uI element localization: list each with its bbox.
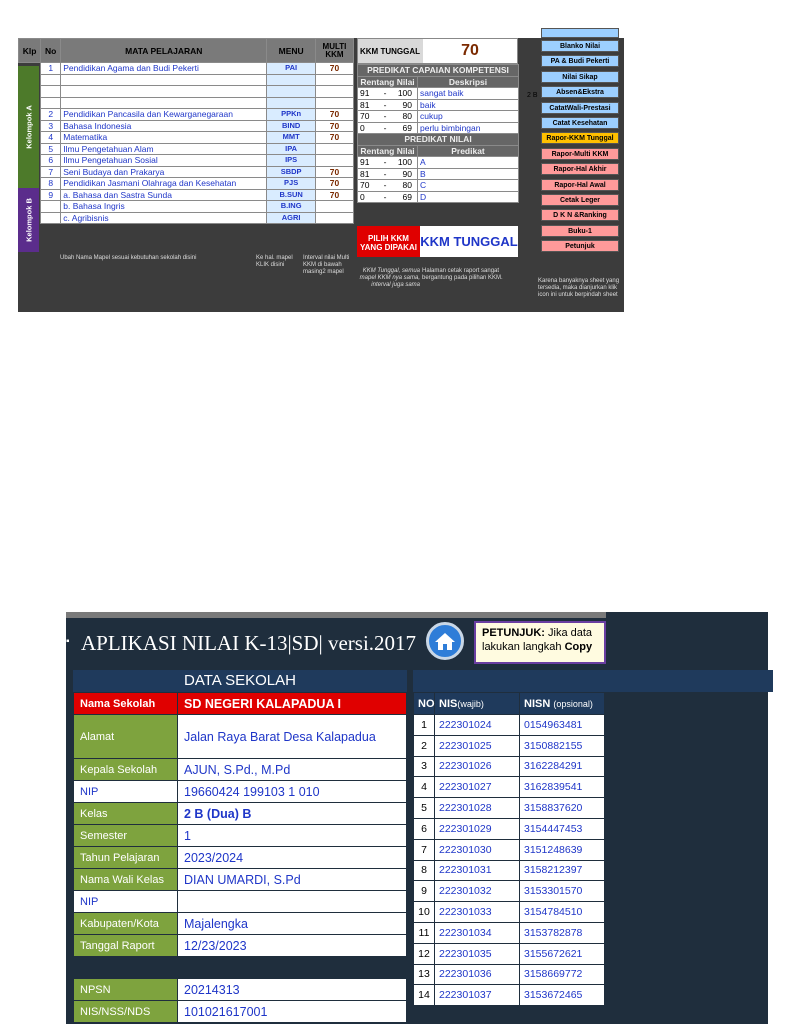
school-row xyxy=(74,935,407,957)
sheet-nav-button[interactable]: Petunjuk xyxy=(541,240,619,252)
subject-kkm[interactable] xyxy=(315,201,353,213)
subject-row xyxy=(19,201,354,213)
sheet-nav-button[interactable]: D K N &Ranking xyxy=(541,209,619,221)
school-label: Tanggal Raport xyxy=(74,935,178,957)
subject-name[interactable]: Bahasa Indonesia xyxy=(61,120,267,132)
student-nisn[interactable]: 3153672465 xyxy=(520,985,605,1006)
school-value[interactable]: 19660424 199103 1 010 xyxy=(178,781,407,803)
range-dash: - xyxy=(383,191,387,202)
range-label[interactable]: B xyxy=(418,168,519,180)
subject-name[interactable]: Pendidikan Pancasila dan Kewarganegaraan xyxy=(61,109,267,121)
school-value[interactable]: Jalan Raya Barat Desa Kalapadua xyxy=(178,715,407,759)
subject-kkm[interactable] xyxy=(315,155,353,167)
student-no: 1 xyxy=(414,715,435,736)
school-value[interactable]: 1 xyxy=(178,825,407,847)
kkm-tunggal-box xyxy=(357,38,518,64)
student-no: 10 xyxy=(414,902,435,923)
school-label: Nama Sekolah xyxy=(74,693,178,715)
student-nis[interactable]: 222301030 xyxy=(435,839,520,860)
student-nis[interactable]: 222301027 xyxy=(435,777,520,798)
student-row xyxy=(414,943,605,964)
subject-kkm[interactable]: 70 xyxy=(315,109,353,121)
student-nisn[interactable]: 3162284291 xyxy=(520,756,605,777)
range-cell xyxy=(358,168,418,180)
subject-table xyxy=(18,38,354,224)
subject-menu-link[interactable]: PPKn xyxy=(267,109,316,121)
subject-no xyxy=(41,74,61,86)
student-nis[interactable]: 222301028 xyxy=(435,798,520,819)
subject-name[interactable] xyxy=(61,86,267,98)
kkm-sheet xyxy=(18,38,624,312)
student-nisn[interactable]: 3158669772 xyxy=(520,964,605,985)
school-label: Kelas xyxy=(74,803,178,825)
sheet-nav-button[interactable]: Rapor-KKM Tunggal xyxy=(541,132,619,144)
subject-row xyxy=(19,155,354,167)
subject-no: 2 xyxy=(41,109,61,121)
note-mapel: Ubah Nama Mapel sesuai kebutuhan sekolah disini xyxy=(60,255,197,261)
range-min: 70 xyxy=(360,180,370,191)
subject-row xyxy=(19,178,354,190)
note-kkm-b: Halaman cetak raport sangat bergantung pada pilihan KKM. xyxy=(422,268,503,281)
subject-no: 7 xyxy=(41,166,61,178)
range-row xyxy=(358,111,519,123)
gap-cell xyxy=(74,957,407,979)
kkm-tunggal-value[interactable]: 70 xyxy=(423,39,517,63)
subject-row xyxy=(19,97,354,109)
student-row xyxy=(414,756,605,777)
school-row xyxy=(74,781,407,803)
range-dash: - xyxy=(383,99,387,110)
pilih-kkm-dropdown[interactable]: KKM TUNGGAL xyxy=(420,226,518,257)
menu-header: MENU xyxy=(267,39,316,63)
subject-name[interactable]: Seni Budaya dan Prakarya xyxy=(61,166,267,178)
school-label: Tahun Pelajaran xyxy=(74,847,178,869)
no-col-header: NO xyxy=(414,693,435,715)
subject-menu-link[interactable]: IPS xyxy=(267,155,316,167)
subject-menu-link[interactable]: IPA xyxy=(267,143,316,155)
school-value[interactable]: 20214313 xyxy=(178,979,407,1001)
multi-kkm-header: MULTI KKM xyxy=(315,39,353,63)
subject-menu-link[interactable]: SBDP xyxy=(267,166,316,178)
range-label[interactable]: perlu bimbingan xyxy=(418,122,519,134)
data-sekolah-sheet xyxy=(0,612,791,1024)
subject-name[interactable] xyxy=(61,74,267,86)
kkm-tunggal-label: KKM TUNGGAL xyxy=(360,47,420,56)
student-table xyxy=(413,692,605,1006)
subject-menu-link[interactable]: AGRI xyxy=(267,212,316,224)
deskripsi-header: Deskripsi xyxy=(418,76,519,88)
mapel-header: MATA PELAJARAN xyxy=(61,39,267,63)
nis-col-header: NIS(wajib) xyxy=(435,693,520,715)
range-label[interactable]: D xyxy=(418,191,519,203)
subject-name[interactable]: b. Bahasa Ingris xyxy=(61,201,267,213)
subject-name[interactable]: Pendidikan Jasmani Olahraga dan Kesehatan xyxy=(61,178,267,190)
student-nisn[interactable]: 3158212397 xyxy=(520,860,605,881)
sheet-nav-button[interactable]: Catat Kesehatan xyxy=(541,117,619,129)
student-row xyxy=(414,777,605,798)
subject-kkm[interactable]: 70 xyxy=(315,120,353,132)
sheet-nav-button[interactable]: Absen&Ekstra xyxy=(541,86,619,98)
kelompok-b-label: Kelompok B xyxy=(18,188,39,252)
subject-menu-link[interactable] xyxy=(267,74,316,86)
school-value[interactable]: 101021617001 xyxy=(178,1001,407,1023)
school-value[interactable]: 12/23/2023 xyxy=(178,935,407,957)
school-row xyxy=(74,847,407,869)
school-row xyxy=(74,1001,407,1023)
student-nisn[interactable]: 3158837620 xyxy=(520,798,605,819)
note-sheet: Karena banyaknya sheet yang tersedia, maka dianjurkan klik icon ini untuk berpindah sheet xyxy=(538,278,620,298)
range-cell xyxy=(358,122,418,134)
range-min: 81 xyxy=(360,99,370,110)
range-max: 100 xyxy=(397,88,412,99)
student-row xyxy=(414,881,605,902)
subject-no xyxy=(41,212,61,224)
subject-row xyxy=(19,74,354,86)
pilih-kkm-label: PILIH KKM YANG DIPAKAI xyxy=(357,226,420,257)
subject-menu-link[interactable] xyxy=(267,97,316,109)
school-row xyxy=(74,891,407,913)
school-row xyxy=(74,869,407,891)
range-label[interactable]: sangat baik xyxy=(418,88,519,100)
range-min: 91 xyxy=(360,88,370,99)
school-table xyxy=(73,692,407,1023)
student-nis[interactable]: 222301032 xyxy=(435,881,520,902)
student-row xyxy=(414,818,605,839)
sheet-nav-button[interactable]: PA & Budi Pekerti xyxy=(541,55,619,67)
school-row xyxy=(74,759,407,781)
range-dash: - xyxy=(383,111,387,122)
subject-no xyxy=(41,201,61,213)
range-cell xyxy=(358,88,418,100)
school-value[interactable] xyxy=(178,891,407,913)
student-no: 14 xyxy=(414,985,435,1006)
range-row xyxy=(358,191,519,203)
student-no: 11 xyxy=(414,922,435,943)
student-no: 9 xyxy=(414,881,435,902)
school-label: Kepala Sekolah xyxy=(74,759,178,781)
top-strip xyxy=(66,612,607,618)
school-label: NIS/NSS/NDS xyxy=(74,1001,178,1023)
school-value[interactable]: SD NEGERI KALAPADUA I xyxy=(178,693,407,715)
subject-no: 4 xyxy=(41,132,61,144)
sheet-nav-button[interactable]: Rapor-Multi KKM xyxy=(541,148,619,160)
student-row xyxy=(414,922,605,943)
range-max: 69 xyxy=(402,191,412,202)
klp-header: Klp xyxy=(19,39,41,63)
sheet-nav-button[interactable]: Rapor-Hal Akhir xyxy=(541,163,619,175)
student-no: 5 xyxy=(414,798,435,819)
range-label[interactable]: baik xyxy=(418,99,519,111)
subject-name[interactable]: a. Bahasa dan Sastra Sunda xyxy=(61,189,267,201)
range-dash: - xyxy=(383,168,387,179)
range-cell xyxy=(358,180,418,192)
student-nis[interactable]: 222301031 xyxy=(435,860,520,881)
student-nisn[interactable]: 3153301570 xyxy=(520,881,605,902)
school-label: Alamat xyxy=(74,715,178,759)
sheet-nav-button[interactable]: CatatWali-Prestasi xyxy=(541,102,619,114)
rentang-header: Rentang Nilai xyxy=(358,76,418,88)
sheet-nav-button[interactable]: Cetak Leger xyxy=(541,194,619,206)
data-sekolah-header: DATA SEKOLAH xyxy=(73,670,407,692)
range-max: 80 xyxy=(402,180,412,191)
subject-no: 5 xyxy=(41,143,61,155)
subject-menu-link[interactable]: MMT xyxy=(267,132,316,144)
student-nisn[interactable]: 0154963481 xyxy=(520,715,605,736)
subject-menu-link[interactable]: B.ING xyxy=(267,201,316,213)
student-nis[interactable]: 222301035 xyxy=(435,943,520,964)
school-label: Kabupaten/Kota xyxy=(74,913,178,935)
subject-kkm[interactable]: 70 xyxy=(315,178,353,190)
subject-row xyxy=(19,120,354,132)
student-nisn[interactable]: 3150882155 xyxy=(520,735,605,756)
student-nis[interactable]: 222301026 xyxy=(435,756,520,777)
student-no: 7 xyxy=(414,839,435,860)
subject-name[interactable]: c. Agribisnis xyxy=(61,212,267,224)
subject-name[interactable]: Ilmu Pengetahuan Sosial xyxy=(61,155,267,167)
student-row xyxy=(414,839,605,860)
note-menu: Ke hal. mapel KLIK disini xyxy=(256,255,293,268)
range-label[interactable]: C xyxy=(418,180,519,192)
student-nis[interactable]: 222301036 xyxy=(435,964,520,985)
subject-name[interactable]: Ilmu Pengetahuan Alam xyxy=(61,143,267,155)
subject-no xyxy=(41,97,61,109)
student-nisn[interactable]: 3154447453 xyxy=(520,818,605,839)
range-cell xyxy=(358,191,418,203)
school-row xyxy=(74,913,407,935)
range-max: 90 xyxy=(402,99,412,110)
subject-row xyxy=(19,166,354,178)
note-multi: Interval nilai Multi KKM di bawah masing2 mapel xyxy=(303,255,350,275)
range-min: 0 xyxy=(360,191,365,202)
subject-name[interactable] xyxy=(61,97,267,109)
subject-kkm[interactable] xyxy=(315,212,353,224)
student-nis[interactable]: 222301037 xyxy=(435,985,520,1006)
school-gap xyxy=(74,957,407,979)
student-nisn[interactable]: 3155672621 xyxy=(520,943,605,964)
sheet-nav-button[interactable]: Rapor-Hal Awal xyxy=(541,179,619,191)
no-header: No xyxy=(41,39,61,63)
range-row xyxy=(358,88,519,100)
subject-kkm[interactable]: 70 xyxy=(315,132,353,144)
student-nisn[interactable]: 3154784510 xyxy=(520,902,605,923)
school-value[interactable]: DIAN UMARDI, S.Pd xyxy=(178,869,407,891)
student-no: 3 xyxy=(414,756,435,777)
student-row xyxy=(414,860,605,881)
subject-kkm[interactable] xyxy=(315,97,353,109)
school-row xyxy=(74,803,407,825)
subject-no: 3 xyxy=(41,120,61,132)
student-row xyxy=(414,798,605,819)
subject-menu-link[interactable]: PJS xyxy=(267,178,316,190)
predikat-header: Predikat xyxy=(418,145,519,157)
range-dash: - xyxy=(383,122,387,133)
school-label: Nama Wali Kelas xyxy=(74,869,178,891)
student-row xyxy=(414,964,605,985)
home-icon[interactable] xyxy=(426,622,464,660)
app-title: APLIKASI NILAI K-13|SD| versi.2017 xyxy=(81,631,417,655)
range-max: 90 xyxy=(402,168,412,179)
note-kkm-a: KKM Tunggal, semua mapel KKM nya sama, interval juga sama xyxy=(359,268,420,288)
subject-kkm[interactable] xyxy=(315,143,353,155)
subject-kkm[interactable]: 70 xyxy=(315,63,353,75)
range-max: 69 xyxy=(402,122,412,133)
student-no: 8 xyxy=(414,860,435,881)
school-label: NIP xyxy=(74,781,178,803)
student-row xyxy=(414,985,605,1006)
range-min: 70 xyxy=(360,111,370,122)
subject-row xyxy=(19,189,354,201)
button-strip-top xyxy=(541,28,619,38)
sheet-nav-button[interactable]: Blanko Nilai xyxy=(541,40,619,52)
petunjuk-box: PETUNJUK: Jika data lakukan langkah Copy xyxy=(474,621,606,664)
student-row xyxy=(414,902,605,923)
range-label[interactable]: A xyxy=(418,157,519,169)
kelompok-a-label: Kelompok A xyxy=(18,66,39,188)
school-row xyxy=(74,693,407,715)
student-nis[interactable]: 222301033 xyxy=(435,902,520,923)
student-nisn[interactable]: 3151248639 xyxy=(520,839,605,860)
subject-row xyxy=(19,63,354,75)
predikat-kompetensi-title: PREDIKAT CAPAIAN KOMPETENSI xyxy=(358,65,519,77)
subject-name[interactable]: Pendidikan Agama dan Budi Pekerti xyxy=(61,63,267,75)
subject-menu-link[interactable] xyxy=(267,86,316,98)
student-nisn[interactable]: 3162839541 xyxy=(520,777,605,798)
student-nisn[interactable]: 3153782878 xyxy=(520,922,605,943)
subject-no: 1 xyxy=(41,63,61,75)
nisn-col-header: NISN (opsional) xyxy=(520,693,605,715)
school-value[interactable]: 2 B (Dua) B xyxy=(178,803,407,825)
data-siswa-header: DA xyxy=(413,670,773,692)
subject-kkm[interactable] xyxy=(315,86,353,98)
range-max: 100 xyxy=(397,157,412,168)
range-cell xyxy=(358,111,418,123)
subject-kkm[interactable]: 70 xyxy=(315,189,353,201)
student-row xyxy=(414,715,605,736)
student-nis[interactable]: 222301024 xyxy=(435,715,520,736)
range-row xyxy=(358,168,519,180)
subject-menu-link[interactable]: BIND xyxy=(267,120,316,132)
student-no: 2 xyxy=(414,735,435,756)
school-value[interactable]: 2023/2024 xyxy=(178,847,407,869)
subject-row xyxy=(19,143,354,155)
range-label[interactable]: cukup xyxy=(418,111,519,123)
rentang-header-2: Rentang Nilai xyxy=(358,145,418,157)
school-value[interactable]: Majalengka xyxy=(178,913,407,935)
school-label: Semester xyxy=(74,825,178,847)
student-nis[interactable]: 222301025 xyxy=(435,735,520,756)
school-row xyxy=(74,825,407,847)
subject-no xyxy=(41,86,61,98)
subject-no: 9 xyxy=(41,189,61,201)
range-row xyxy=(358,122,519,134)
subject-name[interactable]: Matematika xyxy=(61,132,267,144)
range-min: 81 xyxy=(360,168,370,179)
range-cell xyxy=(358,99,418,111)
sheet-nav-button[interactable]: Buku-1 xyxy=(541,225,619,237)
student-nis[interactable]: 222301029 xyxy=(435,818,520,839)
predikat-nilai-title: PREDIKAT NILAI xyxy=(358,134,519,146)
school-label: NPSN xyxy=(74,979,178,1001)
subject-row xyxy=(19,132,354,144)
range-min: 91 xyxy=(360,157,370,168)
school-value[interactable]: AJUN, S.Pd., M.Pd xyxy=(178,759,407,781)
student-no: 13 xyxy=(414,964,435,985)
range-dash: - xyxy=(383,157,387,168)
subject-row xyxy=(19,212,354,224)
school-row xyxy=(74,979,407,1001)
range-dash: - xyxy=(383,180,387,191)
predikat-table xyxy=(357,64,519,203)
range-row xyxy=(358,157,519,169)
student-nis[interactable]: 222301034 xyxy=(435,922,520,943)
school-row xyxy=(74,715,407,759)
subject-no: 8 xyxy=(41,178,61,190)
header-right xyxy=(606,612,768,670)
range-max: 80 xyxy=(402,111,412,122)
student-row xyxy=(414,735,605,756)
subject-menu-link[interactable]: PAI xyxy=(267,63,316,75)
subject-kkm[interactable] xyxy=(315,74,353,86)
range-row xyxy=(358,99,519,111)
subject-row xyxy=(19,86,354,98)
range-cell xyxy=(358,157,418,169)
range-row xyxy=(358,180,519,192)
sheet-nav-button[interactable]: Nilai Sikap xyxy=(541,71,619,83)
range-min: 0 xyxy=(360,122,365,133)
student-no: 12 xyxy=(414,943,435,964)
range-dash: - xyxy=(383,88,387,99)
subject-row xyxy=(19,109,354,121)
student-no: 6 xyxy=(414,818,435,839)
subject-menu-link[interactable]: B.SUN xyxy=(267,189,316,201)
subject-kkm[interactable]: 70 xyxy=(315,166,353,178)
school-label: NIP xyxy=(74,891,178,913)
student-no: 4 xyxy=(414,777,435,798)
subject-no: 6 xyxy=(41,155,61,167)
class-tag: 2 B xyxy=(527,92,538,99)
cell-marker-icon: ▪ xyxy=(66,636,70,647)
